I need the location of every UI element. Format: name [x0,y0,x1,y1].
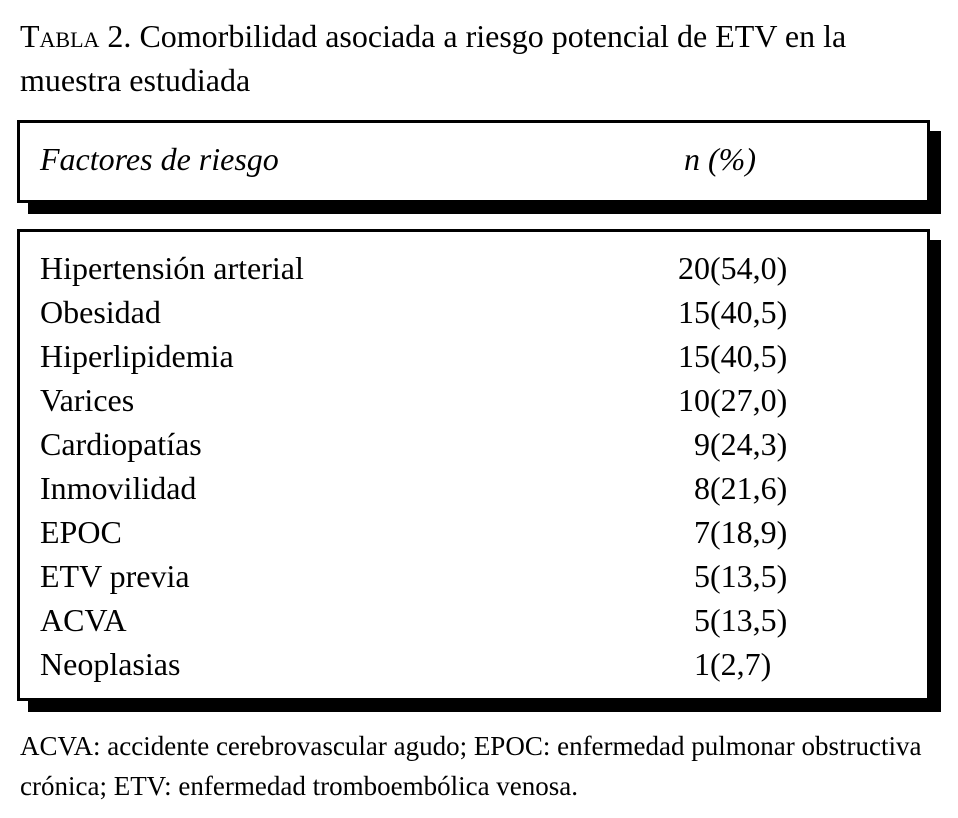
row-percent: (40,5) [710,338,788,374]
row-factor: ETV previa [40,558,190,594]
table-caption [20,14,945,102]
row-percent: (24,3) [710,426,788,462]
row-percent: (21,6) [710,470,788,506]
row-factor: Inmovilidad [40,470,197,506]
row-percent: (13,5) [710,558,788,594]
table-row [40,290,900,334]
row-percent: (27,0) [710,382,788,418]
row-percent: (13,5) [710,602,788,638]
table-row [40,246,900,290]
row-n: 8 [694,470,710,506]
row-n: 5 [694,602,710,638]
row-factor: Hipertensión arterial [40,250,304,286]
table-row [40,422,900,466]
row-percent: (2,7) [710,646,772,682]
table-body-box [17,229,930,701]
row-factor: Obesidad [40,294,161,330]
row-n: 9 [694,426,710,462]
table-row [40,378,900,422]
row-percent: (54,0) [710,250,788,286]
table-footnote: ACVA: accidente cerebrovascular agudo; EPOC: enfermedad pulmonar obstructiva crónica; ETV: enfermedad tromboembólica venosa. [20,731,922,801]
table-row [40,334,900,378]
row-n: 7 [694,514,710,550]
table-caption-text: Comorbilidad asociada a riesgo potencial de ETV en la muestra estudiada [20,18,847,98]
row-n: 15 [678,294,710,330]
row-factor: Neoplasias [40,646,181,682]
row-factor: EPOC [40,514,122,550]
table-row [40,510,900,554]
row-n: 1 [694,646,710,682]
row-percent: (18,9) [710,514,788,550]
row-factor: Cardiopatías [40,426,202,462]
table-rows [40,246,900,686]
table-header-box [17,120,930,203]
row-n: 20 [678,250,710,286]
header-factores-de-riesgo: Factores de riesgo [40,141,279,177]
row-n: 10 [678,382,710,418]
row-n: 5 [694,558,710,594]
row-n: 15 [678,338,710,374]
header-n-percent: n (%) [684,141,756,177]
row-factor: Hiperlipidemia [40,338,234,374]
row-percent: (40,5) [710,294,788,330]
row-factor: ACVA [40,602,127,638]
table-row [40,466,900,510]
table-row [40,642,900,686]
row-factor: Varices [40,382,135,418]
table-row [40,554,900,598]
table-row [40,598,900,642]
table-caption-label: Tabla 2. [20,18,132,54]
